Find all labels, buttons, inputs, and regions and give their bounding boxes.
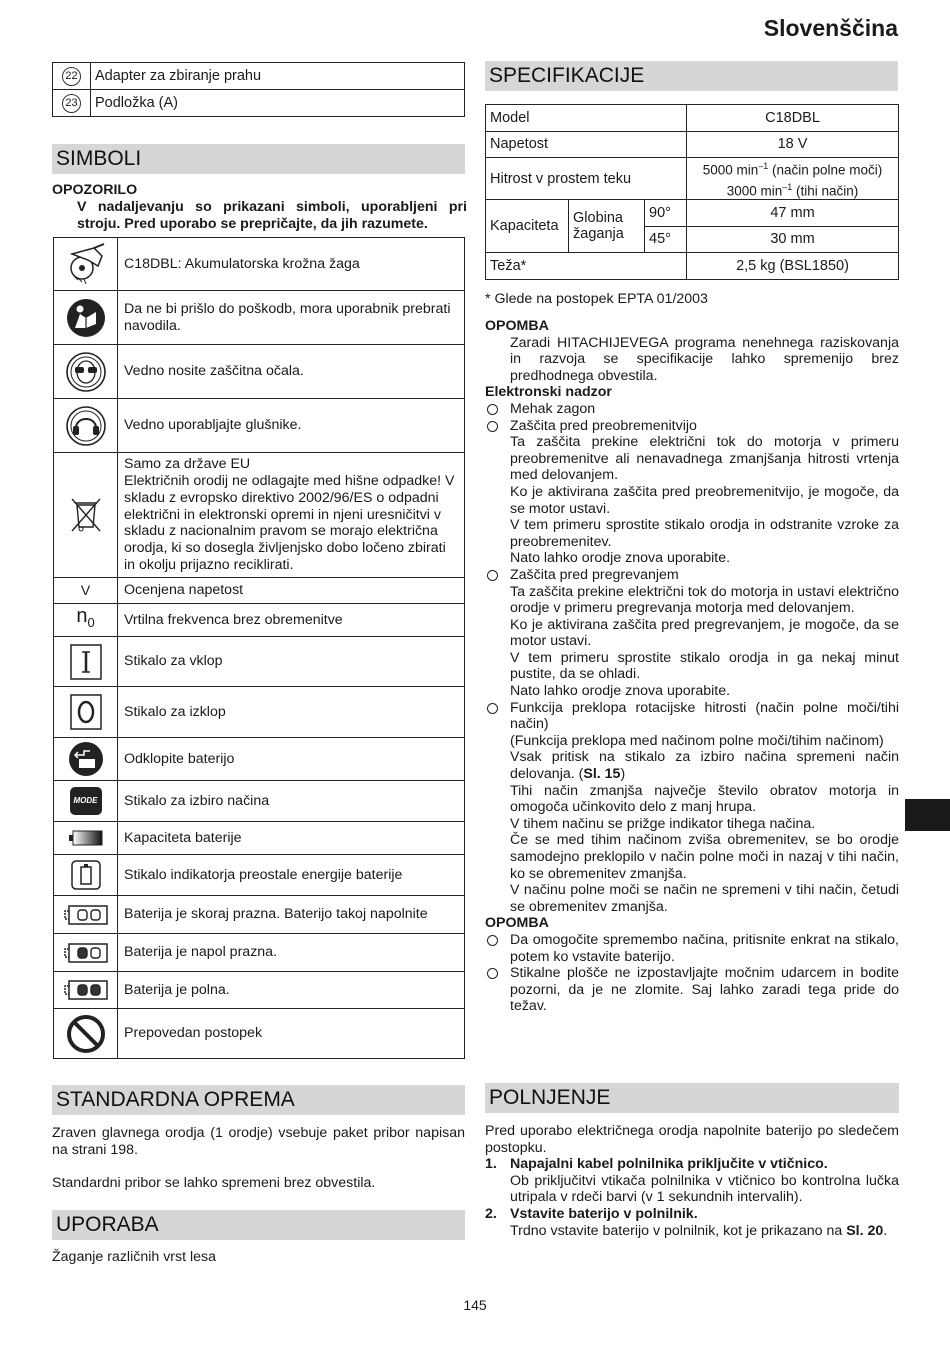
voltage-symbol: V xyxy=(54,578,118,604)
list-item: Zaščita pred pregrevanjem xyxy=(485,567,899,584)
table-row xyxy=(486,253,899,280)
usage-text: Žaganje različnih vrst lesa xyxy=(52,1249,217,1265)
symbol-description: Odklopite baterijo xyxy=(118,738,465,781)
section-heading-standardna-oprema: STANDARDNA OPREMA xyxy=(52,1085,465,1115)
battery-full-icon xyxy=(54,972,118,1009)
spec-angle: 90° xyxy=(645,200,687,227)
paragraph: V tem primeru sprostite stikalo orodja in odstranite vzroke za preobremenitev. xyxy=(510,517,899,550)
symbol-description: C18DBL: Akumulatorska krožna žaga xyxy=(118,238,465,291)
spec-label: Globina žaganja xyxy=(569,200,645,253)
disconnect-battery-icon xyxy=(54,738,118,781)
prohibited-icon xyxy=(54,1009,118,1059)
spec-label: Teža* xyxy=(486,253,687,280)
spec-value: C18DBL xyxy=(687,105,899,132)
no-load-speed-symbol: $n_0$ xyxy=(54,604,118,637)
table-row xyxy=(54,934,465,972)
switch-off-icon xyxy=(54,687,118,738)
spec-footnote: * Glede na postopek EPTA 01/2003 xyxy=(485,291,708,307)
table-row xyxy=(54,291,465,345)
paragraph: V tihem načinu se prižge indikator tihega načina. xyxy=(510,815,816,832)
part-label: Podložka (A) xyxy=(91,90,465,117)
battery-half-icon xyxy=(54,934,118,972)
bullet-icon xyxy=(487,421,498,432)
ear-protection-icon xyxy=(54,399,118,453)
circular-saw-icon xyxy=(54,238,118,291)
section-heading-uporaba: UPORABA xyxy=(52,1210,465,1240)
chapter-tab-marker xyxy=(905,799,950,831)
table-row xyxy=(486,105,899,132)
paragraph: (Funkcija preklopa med načinom polne moči/tihim načinom) xyxy=(510,732,884,749)
spec-label: Hitrost v prostem teku xyxy=(486,158,687,200)
paragraph: V tem primeru sprostite stikalo orodja in ga nekaj minut pustite, da se ohladi. xyxy=(510,649,899,683)
table-row xyxy=(54,238,465,291)
spec-value: 30 mm xyxy=(687,226,899,253)
paragraph: Tihi način zmanjša največje število obratov motorja in omogoča učinkovito delo z manj hrupa. xyxy=(510,782,899,816)
note-label: OPOMBA xyxy=(485,915,549,932)
symbol-description: Baterija je napol prazna. xyxy=(118,934,465,972)
paragraph: Ko je aktivirana zaščita pred pregrevanjem, je mogoče, da se motor ustavi. xyxy=(510,616,899,650)
table-row xyxy=(486,131,899,158)
table-row xyxy=(54,822,465,855)
standard-equipment-text: Zraven glavnega orodja (1 orodje) vsebuje paket pribor napisan na strani 198. xyxy=(52,1125,465,1158)
spec-label: Napetost xyxy=(486,131,687,158)
table-row xyxy=(53,63,465,90)
symbol-description: Kapaciteta baterije xyxy=(118,822,465,855)
table-row xyxy=(53,90,465,117)
section-heading-polnjenje: POLNJENJE xyxy=(485,1083,899,1113)
symbol-description: Stikalo za vklop xyxy=(118,637,465,687)
table-row xyxy=(54,1009,465,1059)
spec-value: 2,5 kg (BSL1850) xyxy=(687,253,899,280)
bullet-icon xyxy=(487,703,498,714)
page-number: 145 xyxy=(463,1297,487,1313)
symbol-description: Baterija je polna. xyxy=(118,972,465,1009)
spec-value: 18 V xyxy=(687,131,899,158)
note-label: OPOMBA xyxy=(485,318,549,334)
parts-table xyxy=(52,62,465,117)
spec-label: Model xyxy=(486,105,687,132)
list-item: Da omogočite spremembo načina, pritisnite enkrat na stikalo, potem ko vstavite baterijo. xyxy=(485,932,899,965)
symbols-table xyxy=(53,237,465,1059)
section-heading-specifikacije: SPECIFIKACIJE xyxy=(485,61,898,91)
symbol-description: Stikalo indikatorja preostale energije baterije xyxy=(118,855,465,896)
section-heading-simboli: SIMBOLI xyxy=(52,144,465,174)
standard-equipment-note: Standardni pribor se lahko spremeni brez obvestila. xyxy=(52,1175,376,1191)
battery-capacity-icon xyxy=(54,822,118,855)
symbol-description: Vrtilna frekvenca brez obremenitve xyxy=(118,604,465,637)
paragraph: Če se med tihim načinom zviša obremenitev, se bo orodje samodejno preklopilo v način polne moči in nazaj v tihi način, ko se obremenitev zmanjša. xyxy=(510,832,899,882)
list-item: Zaščita pred preobremenitvijo xyxy=(485,418,899,435)
note-text: Zaradi HITACHIJEVEGA programa nenehnega raziskovanja in razvoja se specifikacije lahko spremenijo brez predhodnega obvestila. xyxy=(510,334,899,384)
symbol-description: Električnih orodij ne odlagajte med hišne odpadke! V skladu z evropsko direktivo 2002/96/ES o odpadni električni in elektronski opremi in njeni uresničitvi v skladu z nacionalnim pravom se morajo električna orodja, ki so dosegla življenjsko dobo ločeno zbirati in okolju prijazno reciklirati. xyxy=(124,473,455,573)
symbol-description: Vedno nosite zaščitna očala. xyxy=(118,345,465,399)
specifications-table xyxy=(485,104,899,280)
language-heading: Slovenščina xyxy=(763,15,898,41)
part-number-badge: 23 xyxy=(62,94,81,113)
paragraph: Ta zaščita prekine električni tok do motorja in ustavi električno orodje v primeru pregrevanja motorja med delovanjem. xyxy=(510,583,899,617)
list-item: Mehak zagon xyxy=(485,401,899,418)
symbol-title: Samo za države EU xyxy=(124,456,251,473)
read-manual-icon xyxy=(54,291,118,345)
symbol-description: Stikalo za izklop xyxy=(118,687,465,738)
bullet-icon xyxy=(487,935,498,946)
safety-glasses-icon xyxy=(54,345,118,399)
warning-text: V nadaljevanju so prikazani simboli, uporabljeni pri stroju. Pred uporabo se prepričajte, da jih razumete. xyxy=(77,199,467,232)
table-row xyxy=(54,738,465,781)
symbol-description: Stikalo za izbiro načina xyxy=(118,781,465,822)
table-row xyxy=(54,972,465,1009)
list-item: Funkcija preklopa rotacijske hitrosti (način polne moči/tihi način) xyxy=(485,700,899,733)
battery-empty-icon xyxy=(54,896,118,934)
list-item: 1. Napajalni kabel polnilnika priključite v vtičnico. Ob priključitvi vtikača polnilnika v vtičnico bo kontrolna lučka utripala v rdeči barvi (v 1 sekundnih intervalih). xyxy=(485,1156,899,1206)
table-row xyxy=(54,855,465,896)
paragraph: Ko je aktivirana zaščita pred preobremenitvijo, je mogoče, da se motor ustavi. xyxy=(510,483,899,517)
table-row xyxy=(54,453,465,578)
paragraph: Vsak pritisk na stikalo za izbiro načina spremeni način delovanja. (Sl. 15) xyxy=(510,749,899,783)
paragraph: Ta zaščita prekine električni tok do motorja v primeru preobremenitve ali nenavadnega zmanjšanja hitrosti vrtenja med delovanjem. xyxy=(510,434,899,484)
table-row xyxy=(54,399,465,453)
spec-label: Kapaciteta xyxy=(486,200,569,253)
paragraph: V načinu polne moči se način ne spremeni v tihi način, četudi se obremenitev zmanjša. xyxy=(510,882,899,915)
warning-label: OPOZORILO xyxy=(52,182,138,198)
table-row xyxy=(54,687,465,738)
list-item: 2. Vstavite baterijo v polnilnik. Trdno vstavite baterijo v polnilnik, kot je prikazano na Sl. 20. xyxy=(485,1205,888,1239)
table-row xyxy=(486,200,899,227)
table-row xyxy=(54,345,465,399)
symbol-description: Ocenjena napetost xyxy=(118,578,465,604)
bullet-icon xyxy=(487,404,498,415)
table-row xyxy=(486,158,899,200)
list-item: Stikalne plošče ne izpostavljajte močnim udarcem in bodite pozorni, da je ne zlomite. Saj lahko zaradi tega pride do težav. xyxy=(485,965,899,1015)
table-row xyxy=(54,781,465,822)
right-column-text xyxy=(485,318,899,1015)
switch-on-icon xyxy=(54,637,118,687)
symbol-description: Vedno uporabljajte glušnike. xyxy=(118,399,465,453)
charging-text xyxy=(485,1123,899,1239)
symbol-description: Prepovedan postopek xyxy=(118,1009,465,1059)
spec-angle: 45° xyxy=(645,226,687,253)
part-number-badge: 22 xyxy=(62,67,81,86)
table-row xyxy=(54,637,465,687)
paragraph: Nato lahko orodje znova uporabite. xyxy=(510,550,731,567)
spec-value: 5000 $\min^{-1}$ (način polne moči) 3000 $\min^{-1}$ (tihi način) xyxy=(687,158,899,200)
symbol-description: Baterija je skoraj prazna. Baterijo takoj napolnite xyxy=(118,896,465,934)
table-row xyxy=(54,578,465,604)
electronic-control-heading: Elektronski nadzor xyxy=(485,384,612,401)
paragraph: Nato lahko orodje znova uporabite. xyxy=(510,683,731,700)
bullet-icon xyxy=(487,968,498,979)
table-row xyxy=(54,604,465,637)
mode-button-icon: MODE xyxy=(54,781,118,822)
bullet-icon xyxy=(487,570,498,581)
paragraph: Pred uporabo električnega orodja napolnite baterijo po sledečem postopku. xyxy=(485,1123,899,1156)
part-label: Adapter za zbiranje prahu xyxy=(91,63,465,90)
table-row xyxy=(54,896,465,934)
symbol-description: Da ne bi prišlo do poškodb, mora uporabnik prebrati navodila. xyxy=(118,291,465,345)
weee-bin-icon xyxy=(54,453,118,578)
battery-indicator-switch-icon xyxy=(54,855,118,896)
spec-value: 47 mm xyxy=(687,200,899,227)
